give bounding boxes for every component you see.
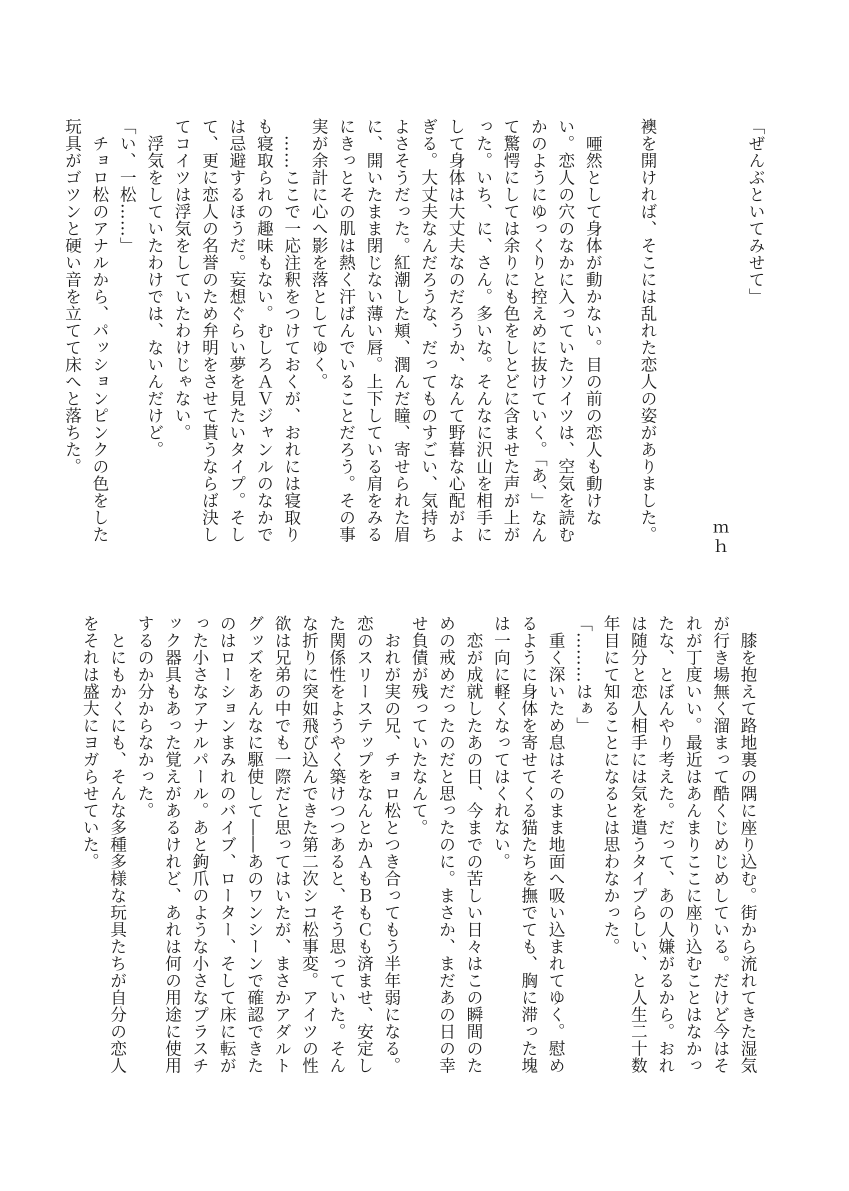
paragraph: おれが実の兄、チョロ松とつき合ってもう半年弱になる。恋のスリーステップをなんとかＡもＢもＣも済ませ、安定した関係性をようやく築けつつあると、そう思っていた。そんな折りに突如飛び込んできた第二次シコ松事変。アイツの性欲は兄弟の中でも一際だと思ってはいたが、まさかアダルトグッズをあんなに駆使して――あのワンシーンで確認できたのはローションまみれのバイブ、ローター、そして床に転がった小さなアナルパール。あと鉤爪のような小さなプラスチック器具もあった覚えがあるけれど、あれは何の用途に使用するのか分からなかった。 [135, 615, 401, 1074]
paragraph: 浮気をしていたわけでは、ないんだけど。 [144, 118, 164, 458]
dialogue-line: 「い、一松……」 [117, 118, 137, 254]
story-title [742, 118, 769, 558]
title-text: 「ぜんぶといてみせて」 [746, 118, 765, 305]
lower-text-block [76, 615, 761, 1085]
upper-text-block [58, 118, 661, 558]
paragraph: 重く深いため息はそのまま地面へ吸い込まれてゆく。慰めるように身体を寄せてくる猫たちを撫でても、胸に滞った塊は一向に軽くなってはくれない。 [491, 615, 566, 1074]
blank-line [606, 118, 633, 558]
paragraph: 唖然として身体が動かない。目の前の恋人も動けない。恋人の穴のなかに入っていたソイツは、空気を読むかのようにゆっくりと控えめに抜けていく。「あ、」なんて驚愕にしては余りにも色をしとどに含ませた声が上がった。いち、に、さん。多いな。そんなに沢山を相手にして身体は大丈夫なのだろうか、なんて野暮な心配がよぎる。大丈夫なんだろうな、だってものすごい、気持ちよさそうだった。紅潮した頬、潤んだ瞳、寄せられた眉に、開いたまま閉じない薄い唇。上下している肩をみるにきっとその肌は熱く汗ばんでいることだろう。その事実が余計に心へ影を落としてゆく。 [309, 118, 603, 544]
paragraph: 恋が成就したあの日、今までの苦しい日々はこの瞬間のための戒めだったのだと思ったのに。まさか、まだあの日の幸せ負債が残っていたなんて。 [409, 615, 483, 1074]
dialogue-line: 「………はぁ」 [573, 615, 593, 734]
paragraph: 膝を抱えて路地裏の隅に座り込む。街から流れてきた湿気が行き場無く溜まって酷くじめじめしている。だけど今はそれが丁度いい。最近はあんまりここに座り込むことはなかったな、とぼんやり考えた。だって、あの人嫌がるから。おれは随分と恋人相手には気を遣うタイプらしい、と人生二十数年目にて知ることになるとは思わなかった。 [600, 615, 757, 1074]
paragraph: 襖を開ければ、そこには乱れた恋人の姿がありました。 [638, 118, 657, 543]
author-name [706, 520, 733, 580]
author-text: ｍｈ [710, 520, 729, 554]
paragraph: チョロ松のアナルから、パッションピンクの色をした玩具がゴツンと硬い音を立てて床へと落ちた。 [62, 118, 109, 543]
paragraph: ……ここで一応注釈をつけておくが、おれには寝取りも寝取られの趣味もない。むしろＡＶジャンルのなかでは忌避するほうだ。妄想ぐらい夢を見たいタイプ。そして、更に恋人の名誉のため弁明をさせて貰うならば決してコイツは浮気をしていたわけじゃない。 [172, 118, 301, 543]
paragraph: とにもかくにも、そんな多種多様な玩具たちが自分の恋人をそれは盛大にヨガらせていた。 [80, 615, 127, 1074]
